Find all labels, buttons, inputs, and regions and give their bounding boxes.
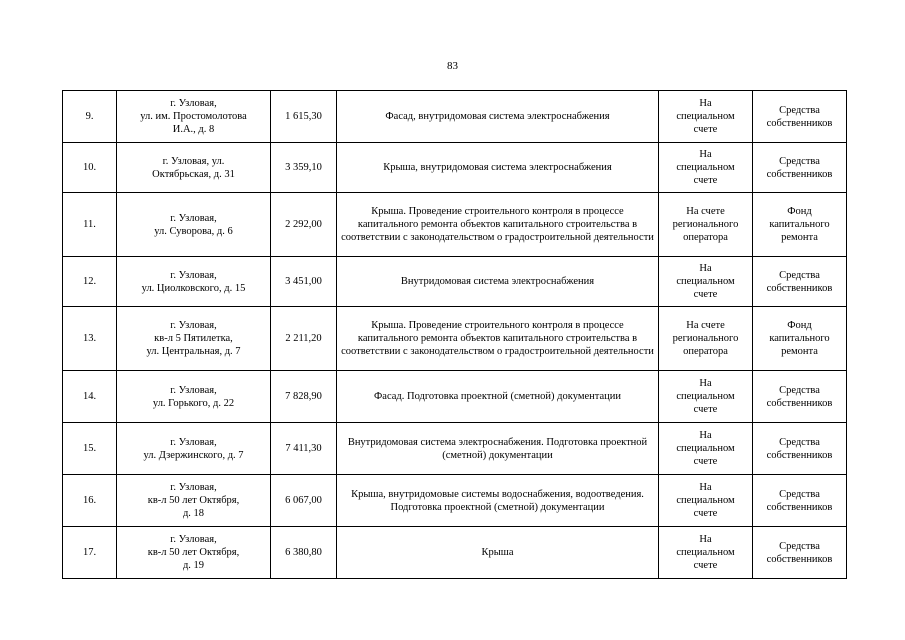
account-line: оператора (683, 346, 728, 357)
account-line: На (699, 149, 712, 160)
works-cell: Фасад, внутридомовая система электроснабжения (337, 91, 659, 143)
account-cell (659, 423, 753, 475)
works-cell: Фасад. Подготовка проектной (сметной) документации (337, 371, 659, 423)
table-body (63, 91, 847, 579)
funding-source-line: собственников (766, 117, 833, 129)
account-cell (659, 193, 753, 257)
account-cell (659, 527, 753, 579)
row-number-cell: 10. (63, 143, 117, 193)
address-line: кв-л 50 лет Октября, (147, 547, 240, 558)
table-row (63, 143, 847, 193)
area-cell: 2 211,20 (271, 307, 337, 371)
address-line: ул. Циолковского, д. 15 (141, 282, 246, 294)
funding-source-line: Средства (779, 540, 820, 552)
address-cell (117, 423, 271, 475)
row-number-cell: 12. (63, 257, 117, 307)
row-number-cell: 15. (63, 423, 117, 475)
account-line: оператора (683, 232, 728, 243)
repair-program-table (62, 90, 847, 579)
account-line: На (699, 534, 712, 545)
account-cell (659, 307, 753, 371)
row-number-cell: 16. (63, 475, 117, 527)
works-cell: Крыша, внутридомовые системы водоснабжения, водоотведения. Подготовка проектной (сметной) документации (337, 475, 659, 527)
address-line: ул. Дзержинского, д. 7 (143, 449, 244, 461)
row-number-cell: 17. (63, 527, 117, 579)
account-line: счете (693, 560, 718, 571)
funding-source-cell (753, 475, 847, 527)
funding-source-line: собственников (766, 449, 833, 461)
table-row (63, 91, 847, 143)
works-cell: Внутридомовая система электроснабжения (337, 257, 659, 307)
funding-source-line: капитального (769, 219, 830, 230)
address-line: И.А., д. 8 (172, 124, 215, 135)
row-number-cell: 13. (63, 307, 117, 371)
address-line: г. Узловая, (170, 436, 217, 448)
funding-source-line: собственников (766, 501, 833, 513)
account-line: счете (693, 289, 718, 300)
account-cell (659, 143, 753, 193)
table-row (63, 193, 847, 257)
address-line: Октябрьская, д. 31 (152, 168, 235, 180)
funding-source-line: собственников (766, 282, 833, 294)
account-line: На (699, 98, 712, 109)
page-number: 83 (447, 60, 458, 72)
account-cell (659, 91, 753, 143)
funding-source-line: ремонта (781, 346, 818, 357)
table-row (63, 527, 847, 579)
table-row (63, 475, 847, 527)
address-line: г. Узловая, (170, 482, 217, 493)
funding-source-cell (753, 527, 847, 579)
account-line: специальном (676, 276, 735, 287)
funding-source-line: Фонд (787, 206, 812, 217)
table-row (63, 371, 847, 423)
funding-source-line: Фонд (787, 320, 812, 331)
funding-source-cell (753, 307, 847, 371)
address-cell (117, 475, 271, 527)
account-line: На счете (686, 320, 725, 331)
funding-source-line: Средства (779, 488, 820, 500)
funding-source-line: Средства (779, 436, 820, 448)
address-line: ул. им. Простомолотова (140, 111, 247, 122)
address-cell (117, 307, 271, 371)
address-line: кв-л 50 лет Октября, (147, 495, 240, 506)
funding-source-cell (753, 423, 847, 475)
address-line: ул. Суворова, д. 6 (154, 225, 233, 237)
account-line: специальном (676, 443, 735, 454)
account-cell (659, 371, 753, 423)
funding-source-line: капитального (769, 333, 830, 344)
address-line: г. Узловая, (170, 534, 217, 545)
account-line: регионального (672, 219, 739, 230)
address-line: ул. Центральная, д. 7 (146, 346, 241, 357)
account-line: На (699, 430, 712, 441)
funding-source-cell (753, 371, 847, 423)
account-line: счете (693, 175, 718, 186)
address-cell (117, 143, 271, 193)
works-cell: Крыша. Проведение строительного контроля в процессе капитального ремонта объектов капитального строительства в соответствии с законодательством о градостроительной деятельности (337, 307, 659, 371)
account-line: На (699, 378, 712, 389)
address-line: г. Узловая, (170, 320, 217, 331)
works-cell: Крыша. Проведение строительного контроля в процессе капитального ремонта объектов капитального строительства в соответствии с законодательством о градостроительной деятельности (337, 193, 659, 257)
account-line: На (699, 263, 712, 274)
works-cell: Крыша, внутридомовая система электроснабжения (337, 143, 659, 193)
address-cell (117, 193, 271, 257)
row-number-cell: 9. (63, 91, 117, 143)
funding-source-cell (753, 91, 847, 143)
address-line: кв-л 5 Пятилетка, (154, 333, 233, 344)
address-cell (117, 371, 271, 423)
funding-source-line: Средства (779, 104, 820, 116)
funding-source-line: ремонта (781, 232, 818, 243)
account-cell (659, 475, 753, 527)
account-line: На (699, 482, 712, 493)
funding-source-cell (753, 193, 847, 257)
address-line: д. 19 (182, 560, 205, 571)
funding-source-cell (753, 143, 847, 193)
area-cell: 2 292,00 (271, 193, 337, 257)
account-line: На счете (686, 206, 725, 217)
account-line: счете (693, 404, 718, 415)
area-cell: 3 359,10 (271, 143, 337, 193)
account-line: специальном (676, 111, 735, 122)
funding-source-line: собственников (766, 397, 833, 409)
table-row (63, 423, 847, 475)
address-cell (117, 91, 271, 143)
account-line: специальном (676, 391, 735, 402)
account-line: специальном (676, 547, 735, 558)
address-line: г. Узловая, (170, 384, 217, 396)
funding-source-line: собственников (766, 168, 833, 180)
table-row (63, 257, 847, 307)
address-line: г. Узловая, ул. (162, 155, 225, 167)
funding-source-cell (753, 257, 847, 307)
account-line: регионального (672, 333, 739, 344)
funding-source-line: собственников (766, 553, 833, 565)
area-cell: 1 615,30 (271, 91, 337, 143)
area-cell: 7 828,90 (271, 371, 337, 423)
address-cell (117, 527, 271, 579)
account-line: счете (693, 508, 718, 519)
works-cell: Внутридомовая система электроснабжения. Подготовка проектной (сметной) документации (337, 423, 659, 475)
address-cell (117, 257, 271, 307)
address-line: г. Узловая, (170, 212, 217, 224)
account-line: счете (693, 124, 718, 135)
area-cell: 6 067,00 (271, 475, 337, 527)
address-line: г. Узловая, (170, 98, 217, 109)
row-number-cell: 14. (63, 371, 117, 423)
funding-source-line: Средства (779, 269, 820, 281)
area-cell: 6 380,80 (271, 527, 337, 579)
area-cell: 3 451,00 (271, 257, 337, 307)
funding-source-line: Средства (779, 384, 820, 396)
account-line: счете (693, 456, 718, 467)
address-line: д. 18 (182, 508, 205, 519)
account-line: специальном (676, 162, 735, 173)
account-cell (659, 257, 753, 307)
address-line: ул. Горького, д. 22 (152, 397, 235, 409)
works-cell: Крыша (337, 527, 659, 579)
account-line: специальном (676, 495, 735, 506)
table-row (63, 307, 847, 371)
row-number-cell: 11. (63, 193, 117, 257)
area-cell: 7 411,30 (271, 423, 337, 475)
funding-source-line: Средства (779, 155, 820, 167)
address-line: г. Узловая, (170, 269, 217, 281)
